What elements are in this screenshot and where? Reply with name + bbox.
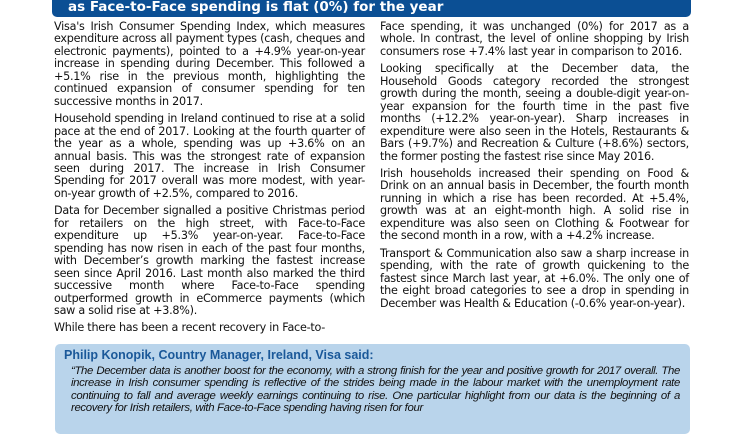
article-column-right [380,21,689,315]
paragraph: Transport & Communication also saw a sharp increase in spending, with the rate of growth quickening to the fastest since March last year, at +6.0%. The only one of the eight broad categories to see a drop in spending in December was Health & Education (-0.6% year-on-year). [380,246,689,310]
quote-text: “The December data is another boost for the economy, with a strong finish for the year and positive growth for 2017 overall. The increase in Irish consumer spending is reflective of the strides being made in the labour market with the unemployment rate continuing to fall and average weekly earnings continuing to rise. One particular highlight from our data is the beginning of a recovery for Irish retailers, with Face-to-Face spending having risen for four [71,365,680,415]
article-column-left [54,21,365,340]
headline-text: as Face-to-Face spending is flat (0%) for the year [68,0,444,15]
paragraph: Irish households increased their spending on Food & Drink on an annual basis in December, the fourth month running in which a rise has been recorded. At +5.4%, growth was at an eight-month high. A solid rise in expenditure was also seen on Clothing & Footwear for the second month in a row, with a +4.2% increase. [380,166,689,243]
paragraph: Face spending, it was unchanged (0%) for 2017 as a whole. In contrast, the level of online shopping by Irish consumers rose +7.4% last year in comparison to 2016. [380,20,689,58]
paragraph: While there has been a recent recovery in Face-to- [54,321,326,335]
paragraph: Visa's Irish Consumer Spending Index, which measures expenditure across all payment types (cash, cheques and electronic payments), pointed to a +4.9% year-on-year increase in spending during December. This followed a +5.1% rise in the previous month, highlighting the continued expansion of consumer spending for ten successive months in 2017. [54,20,365,108]
quote-speaker: Philip Konopik, Country Manager, Ireland, Visa said: [64,348,374,362]
headline-banner [52,0,691,17]
quote-box [55,344,690,434]
paragraph: Looking specifically at the December data, the Household Goods category recorded the strongest growth during the month, seeing a double-digit year-on-year expansion for the fourth time in the past five months (+12.2% year-on-year). Sharp increases in expenditure were also seen in the Hotels, Restaurants & Bars (+9.7%) and Recreation & Culture (+8.6%) sectors, the former posting the fastest rise since May 2016. [380,62,689,163]
paragraph: Household spending in Ireland continued to rise at a solid pace at the end of 2017. Looking at the fourth quarter of the year as a whole, spending was up +3.6% on an annual basis. This was the strongest rate of expansion seen during 2017. The increase in Irish Consumer Spending for 2017 overall was more modest, with year-on-year growth of +2.5%, compared to 2016. [54,112,365,200]
paragraph: Data for December signalled a positive Christmas period for retailers on the high street, with Face-to-Face expenditure up +5.3% year-on-year. Face-to-Face spending has now risen in each of the past four months, with December’s growth marking the fastest increase seen since April 2016. Last month also marked the third successive month where Face-to-Face spending outperformed growth in eCommerce payments (which saw a solid rise at +3.8%). [54,204,365,317]
